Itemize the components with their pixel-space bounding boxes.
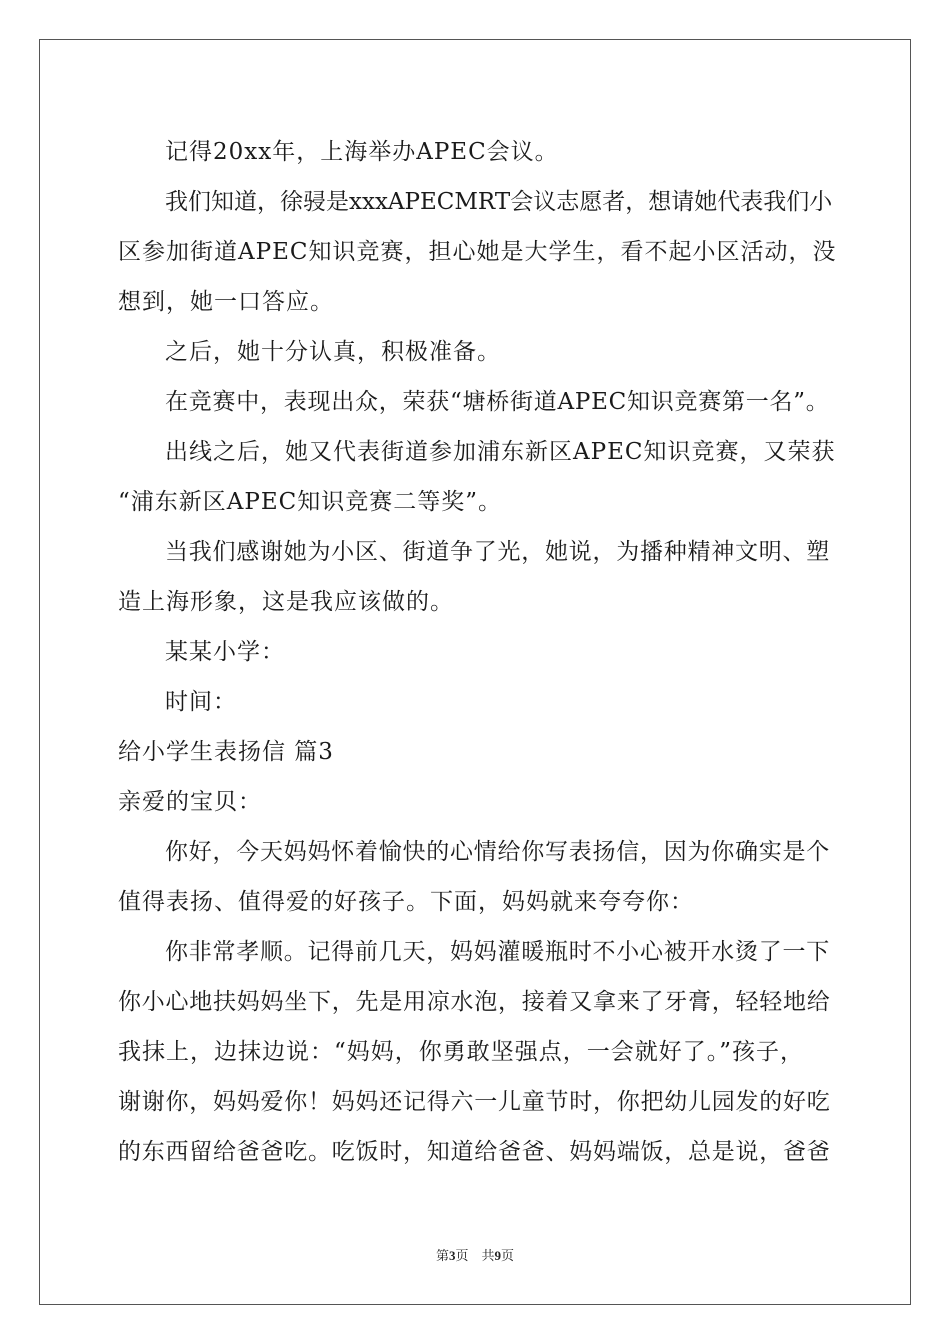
footer-prefix: 第	[435, 1248, 449, 1263]
footer-mid: 页 共	[455, 1248, 495, 1263]
text-line: 谢谢你，妈妈爱你！妈妈还记得六一儿童节时，你把幼儿园发的好吃	[118, 1089, 831, 1115]
current-page-number: 3	[448, 1248, 456, 1263]
signature-date: 时间：	[165, 689, 237, 715]
text-line: 区参加街道APEC知识竞赛，担心她是大学生，看不起小区活动，没	[118, 239, 837, 265]
text-line: 当我们感谢她为小区、街道争了光，她说，为播种精神文明、塑	[165, 539, 830, 565]
text-line: 的东西留给爸爸吃。吃饭时，知道给爸爸、妈妈端饭，总是说，爸爸	[118, 1139, 831, 1165]
section-heading: 给小学生表扬信 篇3	[118, 739, 334, 765]
text-line: 想到，她一口答应。	[118, 289, 334, 315]
total-page-number: 9	[494, 1248, 501, 1263]
text-line: 之后，她十分认真，积极准备。	[165, 339, 501, 365]
text-line: 值得表扬、值得爱的好孩子。下面，妈妈就来夸夸你：	[118, 889, 694, 915]
salutation: 亲爱的宝贝：	[118, 789, 262, 815]
text-line: 你好，今天妈妈怀着愉快的心情给你写表扬信，因为你确实是个	[165, 839, 830, 865]
text-line: 你小心地扶妈妈坐下，先是用凉水泡，接着又拿来了牙膏，轻轻地给	[118, 989, 831, 1015]
text-line: 出线之后，她又代表街道参加浦东新区APEC知识竞赛，又荣获	[165, 439, 836, 465]
text-line: 造上海形象，这是我应该做的。	[118, 589, 454, 615]
text-line: 我们知道，徐骎是xxxAPECMRT会议志愿者，想请她代表我们小	[165, 189, 833, 215]
text-line: 记得20xx年，上海举办APEC会议。	[165, 139, 559, 165]
text-line: “浦东新区APEC知识竞赛二等奖”。	[118, 489, 502, 515]
page-number-footer	[0, 1245, 950, 1264]
text-line: 在竞赛中，表现出众，荣获“塘桥街道APEC知识竞赛第一名”。	[165, 389, 830, 415]
signature-school: 某某小学：	[165, 639, 285, 665]
footer-suffix: 页	[501, 1248, 515, 1263]
text-line: 我抹上，边抹边说：“妈妈，你勇敢坚强点，一会就好了。”孩子，	[118, 1039, 805, 1065]
text-line: 你非常孝顺。记得前几天，妈妈灌暖瓶时不小心被开水烫了一下	[165, 939, 830, 965]
